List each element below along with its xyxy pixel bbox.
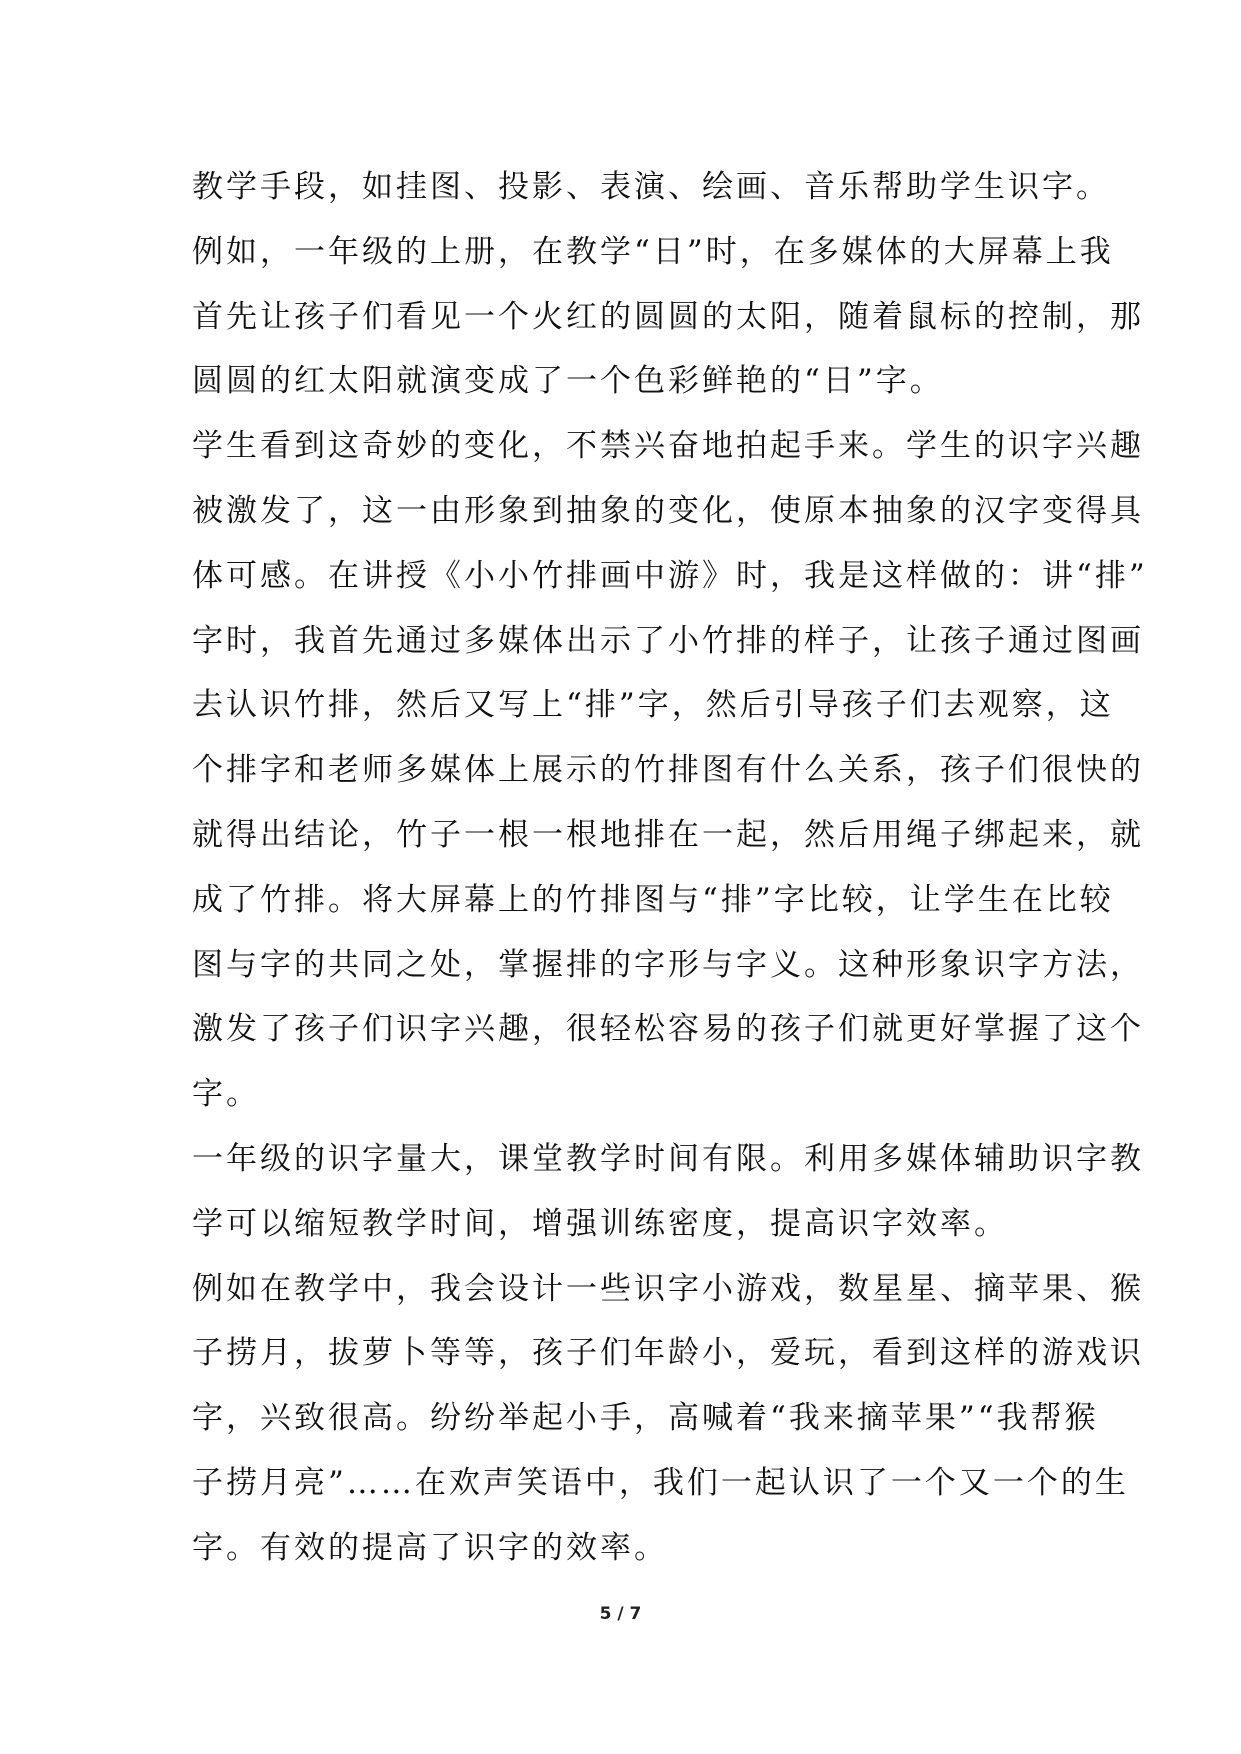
text-line: 子捞月亮”……在欢声笑语中，我们一起认识了一个又一个的生: [192, 1464, 1129, 1501]
text-line: 首先让孩子们看见一个火红的圆圆的太阳，随着鼠标的控制，那: [192, 298, 1144, 335]
text-line: 字，兴致很高。纷纷举起小手，高喊着“我来摘苹果”“我帮猴: [192, 1400, 1099, 1437]
text-line: 成了竹排。将大屏幕上的竹排图与“排”字比较，让学生在比较: [192, 881, 1114, 918]
text-line: 教学手段，如挂图、投影、表演、绘画、音乐帮助学生识字。: [192, 169, 1110, 205]
text-line: 字。: [192, 1076, 260, 1113]
text-line: 例如，一年级的上册，在教学“日”时，在多媒体的大屏幕上我: [192, 233, 1114, 270]
text-line: 一年级的识字量大，课堂教学时间有限。利用多媒体辅助识字教: [192, 1140, 1144, 1177]
text-line: 字时，我首先通过多媒体出示了小竹排的样子，让孩子通过图画: [192, 622, 1144, 659]
text-line: 激发了孩子们识字兴趣，很轻松容易的孩子们就更好掌握了这个: [192, 1011, 1144, 1048]
text-line: 子捞月，拔萝卜等等，孩子们年龄小，爱玩，看到这样的游戏识: [192, 1335, 1144, 1372]
text-line: 个排字和老师多媒体上展示的竹排图有什么关系，孩子们很快的: [192, 752, 1144, 789]
text-line: 图与字的共同之处，掌握排的字形与字义。这种形象识字方法，: [192, 946, 1144, 983]
text-line: 圆圆的红太阳就演变成了一个色彩鲜艳的“日”字。: [192, 363, 944, 400]
text-line: 字。有效的提高了识字的效率。: [192, 1529, 668, 1566]
text-line: 例如在教学中，我会设计一些识字小游戏，数星星、摘苹果、猴: [192, 1270, 1144, 1307]
text-line: 体可感。在讲授《小小竹排画中游》时，我是这样做的：讲“排”: [192, 557, 1148, 594]
text-line: 被激发了，这一由形象到抽象的变化，使原本抽象的汉字变得具: [192, 492, 1144, 529]
text-line: 学生看到这奇妙的变化，不禁兴奋地拍起手来。学生的识字兴趣: [192, 428, 1144, 465]
page-number: 5 / 7: [599, 1604, 642, 1624]
document-body: [192, 155, 1148, 1581]
text-line: 就得出结论，竹子一根一根地排在一起，然后用绳子绑起来，就: [192, 816, 1144, 853]
text-line: 学可以缩短教学时间，增强训练密度，提高识字效率。: [192, 1205, 1008, 1242]
text-line: 去认识竹排，然后又写上“排”字，然后引导孩子们去观察，这: [192, 687, 1114, 724]
